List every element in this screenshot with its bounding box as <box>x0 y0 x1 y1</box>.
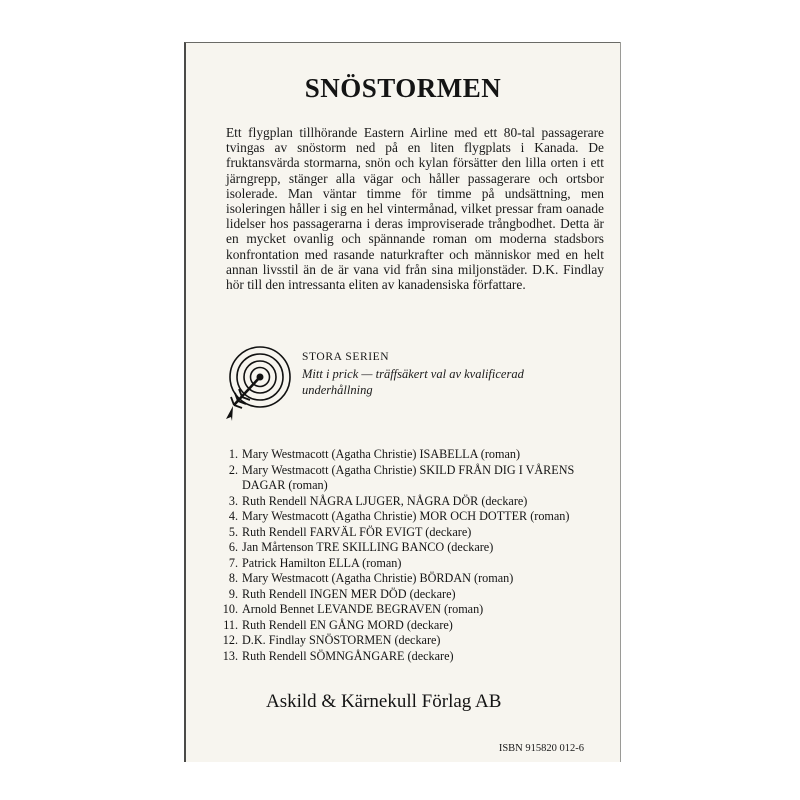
list-item: 5. Ruth Rendell FARVÄL FÖR EVIGT (deckare) <box>228 524 472 539</box>
list-item: 2. Mary Westmacott (Agatha Christie) SKILD FRÅN DIG I VÅRENS DAGAR (roman) <box>228 462 575 492</box>
series-block <box>222 343 602 433</box>
list-item: 6. Jan Mårtenson TRE SKILLING BANCO (deckare) <box>228 540 494 554</box>
list-item: 3. Ruth Rendell NÅGRA LJUGER, NÅGRA DÖR (deckare) <box>228 493 528 508</box>
list-item: 10. Arnold Bennet LEVANDE BEGRAVEN (roman) <box>222 602 484 616</box>
list-item: 8. Mary Westmacott (Agatha Christie) BÖRDAN (roman) <box>228 571 514 585</box>
publisher-name: Askild & Kärnekull Förlag AB <box>266 691 502 712</box>
list-item: 4. Mary Westmacott (Agatha Christie) MOR OCH DOTTER (roman) <box>228 509 570 523</box>
book-back-cover <box>184 42 620 762</box>
list-item: 12. D.K. Findlay SNÖSTORMEN (deckare) <box>222 633 441 647</box>
target-arrow-icon <box>222 343 294 423</box>
isbn-number: ISBN 915820 012-6 <box>498 743 584 754</box>
list-item: 1. Mary Westmacott (Agatha Christie) ISABELLA (roman) <box>228 447 521 461</box>
list-item: 11. Ruth Rendell EN GÅNG MORD (deckare) <box>223 617 453 632</box>
book-list <box>222 447 620 664</box>
list-item: 9. Ruth Rendell INGEN MER DÖD (deckare) <box>228 586 456 601</box>
list-item: 7. Patrick Hamilton ELLA (roman) <box>228 555 402 570</box>
book-title: SNÖSTORMEN <box>304 73 502 103</box>
book-blurb: Ett flygplan tillhörande Eastern Airline med ett 80-tal passagerare tvingas av snöstorm ned på en liten flygplats i Kanada. De fruktansvärda stormarna, snön och kylan försätter den lilla orten i ett järngrepp, stänger alla vägar och håller passagerare och ortsbor isolerade. Man väntar timme för timme på undsättning, men isoleringen håller i sig en hel vintermånad, vilket pressar fram oanade lidelser hos passagerarna i deras improviserade trångbodhet. Detta är en mycket ovanlig och spännande roman om moderna stadsbors konfrontation med rasande naturkrafter och människor med en helt annan livsstil än de är vana vid från sina miljonstäder. D.K. Findlay hör till den intressanta eliten av kanadensiska författare. <box>226 125 604 293</box>
series-tagline: Mitt i prick — träffsäkert val av kvalificerad underhållning <box>302 367 524 397</box>
series-name: STORA SERIEN <box>302 351 390 363</box>
list-item: 13. Ruth Rendell SÖMNGÅNGARE (deckare) <box>222 648 454 663</box>
